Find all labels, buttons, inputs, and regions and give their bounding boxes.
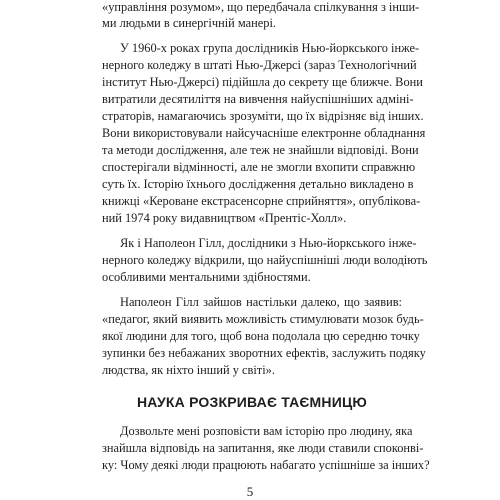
text-line: книжці «Кероване екстрасенсорне сприйняття», опублікова- xyxy=(102,194,421,208)
text-line: «педагог, який виявить можливість стимулювати мозок будь- xyxy=(102,312,424,326)
text-line: та методи дослідження, але теж не знайшли відповіді. Вони xyxy=(102,143,419,157)
text-line: спостерігали відмінності, але не змогли вхопити справжню xyxy=(102,160,416,174)
text-line: нерного коледжу відкрили, що найуспішніші люди володіють xyxy=(102,253,428,267)
text-line: людства, як ніхто інший у світі». xyxy=(102,363,275,377)
text-line: витратили десятиліття на вивчення найуспішніших адміні- xyxy=(102,92,414,106)
text-line: Вони використовували найсучасніше електронне обладнання xyxy=(102,126,426,140)
text-line: Дозвольте мені розповісти вам історію про людину, яка xyxy=(120,424,413,438)
text-line: ку: Чому деякі люди працюють набагато успішніше за інших? xyxy=(102,458,430,472)
text-line: ний 1974 року видавництвом «Прентіс-Холл». xyxy=(102,211,347,225)
text-line: страторів, намагаючись зрозуміти, що їх відрізняє від інших. xyxy=(102,109,424,123)
text-line: Наполеон Гілл зайшов настільки далеко, що заявив: xyxy=(120,295,402,309)
text-line: якої людини для того, щоб вона подолала цю середню точку xyxy=(102,329,420,343)
text-line: суть їх. Історію їхнього дослідження детально викладено в xyxy=(102,177,414,191)
text-line: знайшла відповідь на запитання, яке люди ставили споконві- xyxy=(102,441,424,455)
text-line: особливими ментальними здібностями. xyxy=(102,270,311,284)
page-number: 5 xyxy=(246,484,254,499)
text-line: зупинки без небажаних зворотних ефектів, заслужить подяку xyxy=(102,346,426,360)
text-line: Як і Наполеон Гілл, дослідники з Нью-йоркського інже- xyxy=(120,236,417,250)
text-line: У 1960-х роках група дослідників Нью-йоркського інже- xyxy=(120,41,420,55)
text-line: «управління розумом», що передбачала спілкування з інши- xyxy=(102,0,420,14)
text-line: інститут Нью-Джерсі) підійшла до секрету ще ближче. Вони xyxy=(102,75,423,89)
text-line: нерного коледжу в штаті Нью-Джерсі (зараз Технологічний xyxy=(102,58,417,72)
text-line: ми людьми в синергічній манері. xyxy=(102,16,276,30)
section-heading: НАУКА РОЗКРИВАЄ ТАЄМНИЦЮ xyxy=(136,394,368,410)
